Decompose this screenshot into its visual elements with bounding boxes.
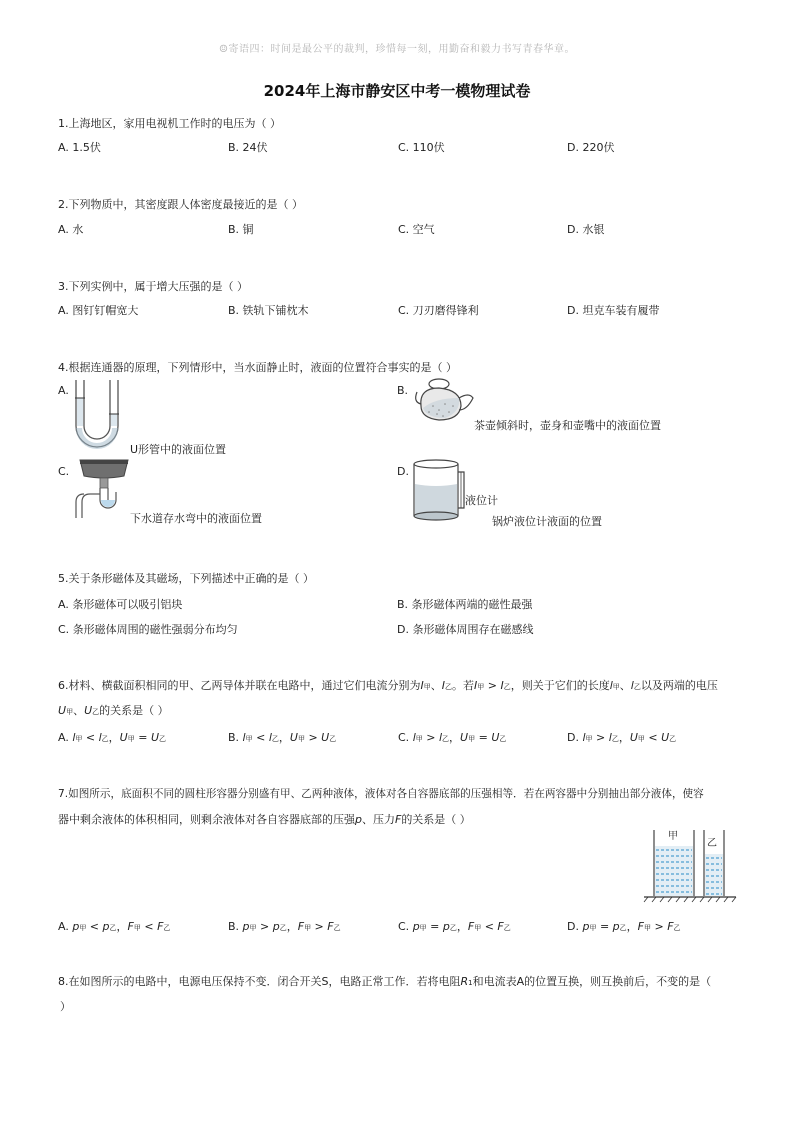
q5-option-a[interactable]: A. 条形磁体可以吸引铝块 (58, 598, 183, 611)
q1-option-a[interactable]: A. 1.5伏 (58, 141, 101, 154)
motto: ☺寄语四：时间是最公平的裁判，珍惜每一刻，用勤奋和毅力书写青春华章。 (219, 44, 575, 55)
q4-option-b[interactable]: B. (397, 384, 409, 397)
q5-option-c[interactable]: C. 条形磁体周围的磁性强弱分布均匀 (58, 623, 238, 636)
q4-option-c[interactable]: C. (58, 465, 70, 478)
question-7-line-1: 7.如图所示，底面积不同的圆柱形容器分别盛有甲、乙两种液体，液体对各自容器底部的压强相等．若在两容器中分别抽出部分液体，使容 (58, 788, 704, 800)
q3-option-b[interactable]: B. 铁轨下铺枕木 (228, 304, 309, 317)
q1-option-d[interactable]: D. 220伏 (567, 141, 615, 154)
q4-gauge-label: 液位计 (465, 494, 498, 507)
q1-option-c[interactable]: C. 110伏 (398, 141, 445, 154)
q2-option-b[interactable]: B. 铜 (228, 223, 254, 236)
question-3: 3.下列实例中，属于增大压强的是（ ） (58, 280, 248, 293)
containers-figure (640, 826, 740, 904)
q4-caption-d: 锅炉液位计液面的位置 (492, 515, 602, 528)
q6-option-b[interactable]: B. l甲 < l乙，U甲 > U乙 (228, 731, 337, 744)
q7-option-a[interactable]: A. p甲 < p乙，F甲 < F乙 (58, 920, 171, 933)
q4-caption-b: 茶壶倾斜时，壶身和壶嘴中的液面位置 (474, 419, 661, 432)
teapot-figure (415, 376, 475, 424)
q4-option-a[interactable]: A. (58, 384, 69, 397)
question-8-line-1: 8.在如图所示的电路中，电源电压保持不变．闭合开关S，电路正常工作．若将电阻R1和电流表A的位置互换，则互换前后，不变的是（ (58, 975, 712, 988)
question-1: 1.上海地区，家用电视机工作时的电压为（ ） (58, 117, 281, 130)
question-4: 4.根据连通器的原理，下列情形中，当水面静止时，液面的位置符合事实的是（ ） (58, 361, 457, 374)
q7-option-b[interactable]: B. p甲 > p乙，F甲 > F乙 (228, 920, 341, 933)
boiler-gauge-figure (410, 458, 470, 524)
q3-option-c[interactable]: C. 刀刃磨得锋利 (398, 304, 479, 317)
question-5: 5.关于条形磁体及其磁场，下列描述中正确的是（ ） (58, 572, 314, 585)
q1-option-b[interactable]: B. 24伏 (228, 141, 268, 154)
q3-option-a[interactable]: A. 图钉钉帽宽大 (58, 304, 139, 317)
q3-option-d[interactable]: D. 坦克车装有履带 (567, 304, 660, 317)
drain-trap-figure (70, 458, 132, 522)
container-label-yi: 乙 (707, 838, 717, 849)
question-8-line-2: ） (60, 1000, 71, 1013)
question-2: 2.下列物质中，其密度跟人体密度最接近的是（ ） (58, 198, 303, 211)
q6-option-d[interactable]: D. l甲 > l乙，U甲 < U乙 (567, 731, 677, 744)
q6-option-a[interactable]: A. l甲 < l乙，U甲 = U乙 (58, 731, 167, 744)
q5-option-b[interactable]: B. 条形磁体两端的磁性最强 (397, 598, 533, 611)
q4-caption-a: U形管中的液面位置 (130, 443, 227, 456)
question-6-line-2: U甲、U乙的关系是（ ） (58, 704, 169, 717)
q2-option-d[interactable]: D. 水银 (567, 223, 605, 236)
q4-option-d[interactable]: D. (397, 465, 409, 478)
q4-caption-c: 下水道存水弯中的液面位置 (130, 512, 262, 525)
question-7-line-2: 器中剩余液体的体积相同，则剩余液体对各自容器底部的压强p、压力F的关系是（ ） (58, 813, 471, 826)
question-6-line-1: 6.材料、横截面积相同的甲、乙两导体并联在电路中，通过它们电流分别为I甲、I乙。若I甲 > I乙，则关于它们的长度l甲、l乙以及两端的电压 (58, 679, 718, 692)
u-tube-figure (70, 378, 130, 460)
q5-option-d[interactable]: D. 条形磁体周围存在磁感线 (397, 623, 534, 636)
page-title: 2024年上海市静安区中考一模物理试卷 (263, 82, 531, 100)
container-label-jia: 甲 (668, 831, 678, 842)
q2-option-a[interactable]: A. 水 (58, 223, 84, 236)
q6-option-c[interactable]: C. l甲 > l乙，U甲 = U乙 (398, 731, 507, 744)
q7-option-c[interactable]: C. p甲 = p乙，F甲 < F乙 (398, 920, 511, 933)
q2-option-c[interactable]: C. 空气 (398, 223, 435, 236)
q7-option-d[interactable]: D. p甲 = p乙，F甲 > F乙 (567, 920, 681, 933)
